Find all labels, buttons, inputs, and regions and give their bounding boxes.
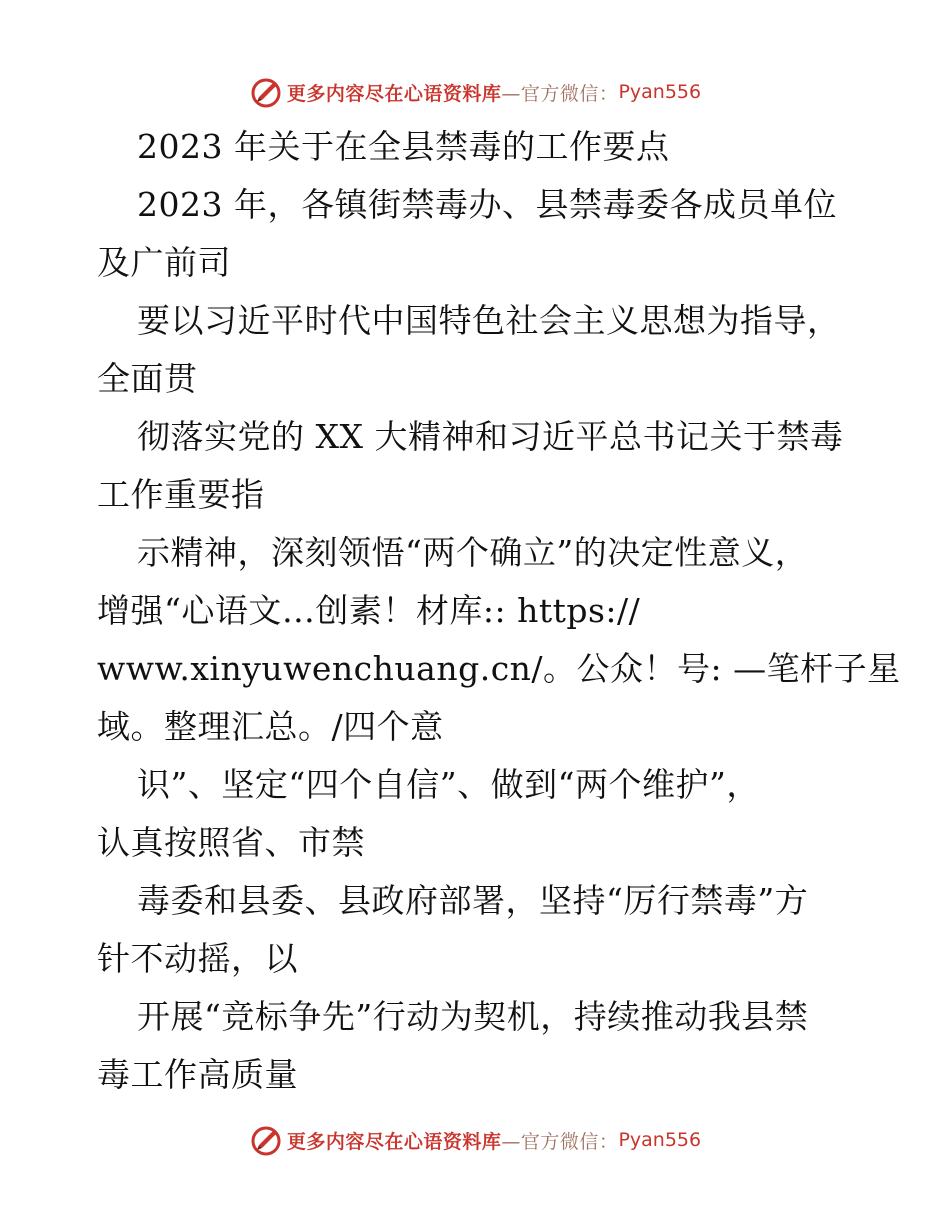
doc-line: 识”、坚定“四个自信”、做到“两个维护”， — [137, 765, 760, 804]
doc-line: 针不动摇，以 — [97, 939, 298, 978]
brand-logo-icon — [249, 75, 283, 109]
banner-wechat-id: Pyan556 — [618, 1129, 702, 1151]
doc-line: 全面贯 — [97, 359, 198, 398]
footer-banner — [0, 1120, 950, 1160]
doc-title: 2023 年关于在全县禁毒的工作要点 — [137, 127, 670, 166]
banner-brand-text: 更多内容尽在心语资料库 — [286, 1130, 502, 1153]
doc-line: 2023 年，各镇街禁毒办、县禁毒委各成员单位 — [137, 185, 837, 224]
doc-line: 要以习近平时代中国特色社会主义思想为指导， — [137, 301, 841, 340]
banner-wechat-label: —官方微信： — [501, 1130, 619, 1153]
header-banner — [0, 72, 950, 112]
doc-line: 彻落实党的 XX 大精神和习近平总书记关于禁毒 — [137, 417, 844, 456]
doc-line: 工作重要指 — [97, 475, 265, 514]
banner-brand-text: 更多内容尽在心语资料库 — [286, 82, 502, 105]
doc-line: www.xinyuwenchuang.cn/。公众！号: —笔杆子星 — [97, 649, 901, 688]
doc-line: 毒委和县委、县政府部署，坚持“厉行禁毒”方 — [137, 881, 809, 920]
banner-wechat-label: —官方微信： — [501, 82, 619, 105]
doc-line: 及广前司 — [97, 243, 231, 282]
doc-line: 毒工作高质量 — [97, 1055, 298, 1094]
doc-line: 示精神，深刻领悟“两个确立”的决定性意义， — [137, 533, 809, 572]
brand-logo-icon — [249, 1123, 283, 1157]
doc-line: 域。整理汇总。/四个意 — [97, 707, 444, 746]
doc-line: 增强“心语文…创素！材库:: https:// — [97, 591, 641, 630]
doc-line: 开展“竞标争先”行动为契机，持续推动我县禁 — [137, 997, 809, 1036]
banner-wechat-id: Pyan556 — [618, 81, 702, 103]
document-body — [97, 118, 901, 1104]
doc-line: 认真按照省、市禁 — [97, 823, 365, 862]
